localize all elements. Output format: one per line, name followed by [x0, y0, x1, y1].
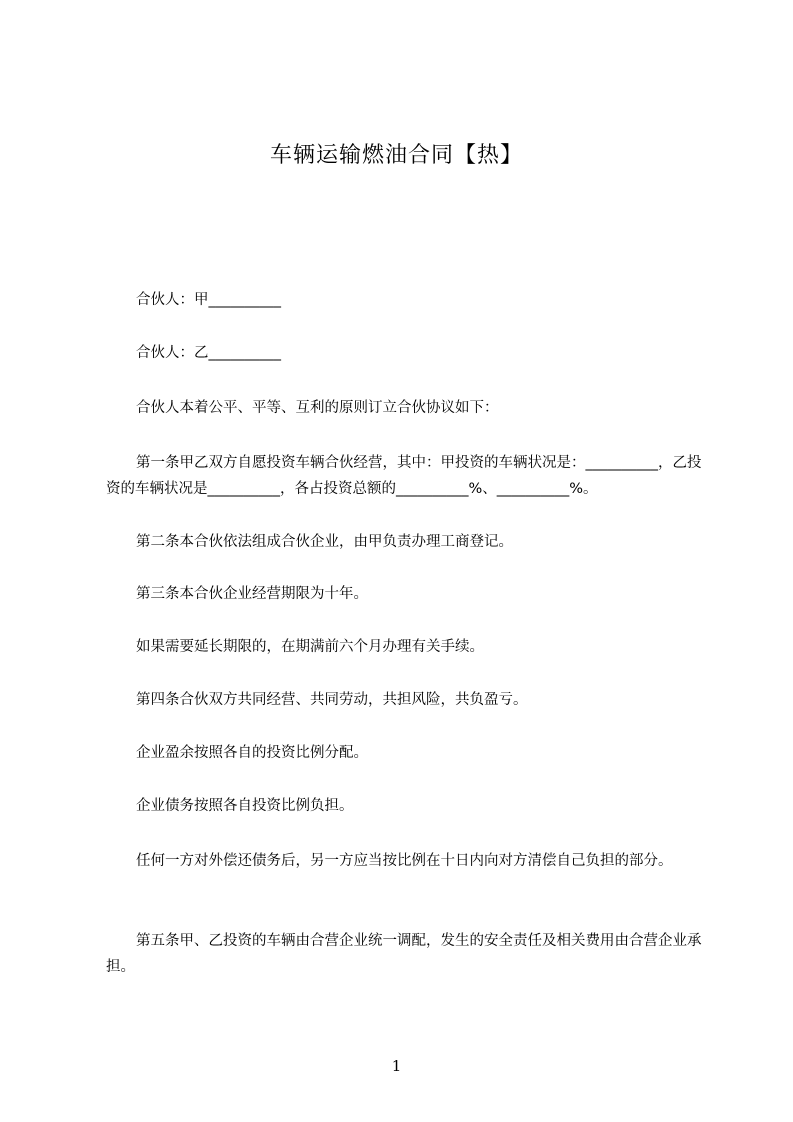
article-2: 第二条本合伙依法组成合伙企业，由甲负责办理工商登记。	[136, 534, 513, 550]
article-3-extension: 如果需要延长期限的，在期满前六个月办理有关手续。	[136, 639, 484, 655]
article-3: 第三条本合伙企业经营期限为十年。	[136, 586, 368, 602]
article-4-profit: 企业盈余按照各自的投资比例分配。	[136, 745, 368, 761]
article-4-debt: 企业债务按照各自投资比例负担。	[136, 798, 354, 814]
page-number: 1	[391, 1057, 402, 1075]
article-5: 第五条甲、乙投资的车辆由合营企业统一调配，发生的安全责任及相关费用由合营企业承担。	[106, 933, 702, 975]
agreement-preamble: 合伙人本着公平、平等、互利的原则订立合伙协议如下：	[136, 400, 499, 416]
article-4-repayment: 任何一方对外偿还债务后，另一方应当按比例在十日内向对方清偿自己负担的部分。	[136, 853, 673, 869]
partner-a-line: 合伙人：甲__________	[136, 292, 281, 308]
article-4: 第四条合伙双方共同经营、共同劳动，共担风险，共负盈亏。	[136, 692, 528, 708]
document-title: 车辆运输燃油合同【热】	[269, 143, 523, 168]
partner-b-line: 合伙人：乙__________	[136, 345, 281, 361]
article-1: 第一条甲乙双方自愿投资车辆合伙经营，其中：甲投资的车辆状况是：__________，乙投资的车辆状况是__________，各占投资总额的__________%、__________%。	[106, 455, 702, 497]
